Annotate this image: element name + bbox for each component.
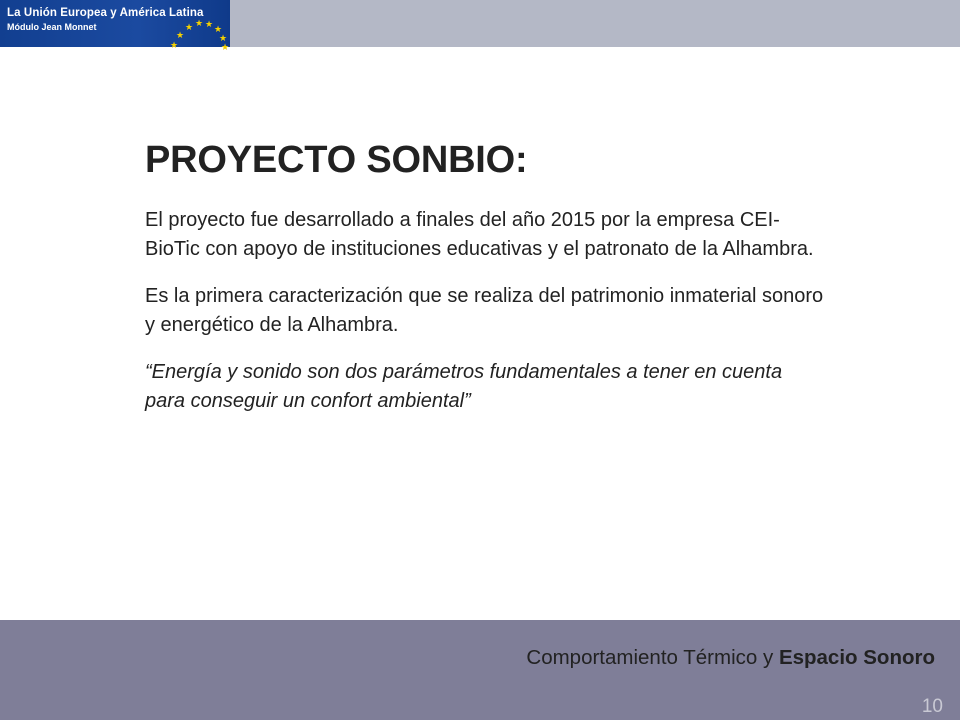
svg-text:★: ★ bbox=[221, 43, 230, 53]
footer-text-bold: Espacio Sonoro bbox=[778, 646, 935, 669]
quote-energy-sound: “Energía y sonido son dos parámetros fundamentales a tener en cuenta para conseguir un confort ambiental” bbox=[145, 360, 783, 412]
slide-content bbox=[145, 140, 825, 434]
paragraph-characterization: Es la primera caracterización que se realiza del patrimonio inmaterial sonoro y energético de la Alhambra. bbox=[145, 284, 824, 336]
eu-latam-logo bbox=[0, 0, 230, 53]
top-header-bar bbox=[0, 0, 960, 53]
logo-subtitle: Módulo Jean Monnet bbox=[7, 22, 97, 32]
page-number: 10 bbox=[921, 696, 943, 717]
svg-text:★: ★ bbox=[185, 23, 194, 33]
footer-course-title bbox=[526, 646, 935, 670]
paragraph-project-origin: El proyecto fue desarrollado a finales del año 2015 por la empresa CEI-BioTic con apoyo de instituciones educativas y el patronato de la Alhambra. bbox=[145, 208, 814, 260]
svg-text:★: ★ bbox=[205, 20, 214, 30]
slide-title: PROYECTO SONBIO: bbox=[145, 139, 528, 181]
footer-text-normal: Comportamiento Térmico y bbox=[526, 646, 779, 669]
svg-text:★: ★ bbox=[219, 34, 228, 44]
logo-title: La Unión Europea y América Latina bbox=[7, 7, 204, 19]
svg-text:★: ★ bbox=[176, 31, 185, 41]
footer-bar bbox=[0, 620, 960, 720]
eu-stars-icon bbox=[166, 18, 230, 53]
svg-text:★: ★ bbox=[214, 25, 223, 35]
svg-text:★: ★ bbox=[170, 41, 179, 51]
svg-text:★: ★ bbox=[195, 19, 204, 29]
